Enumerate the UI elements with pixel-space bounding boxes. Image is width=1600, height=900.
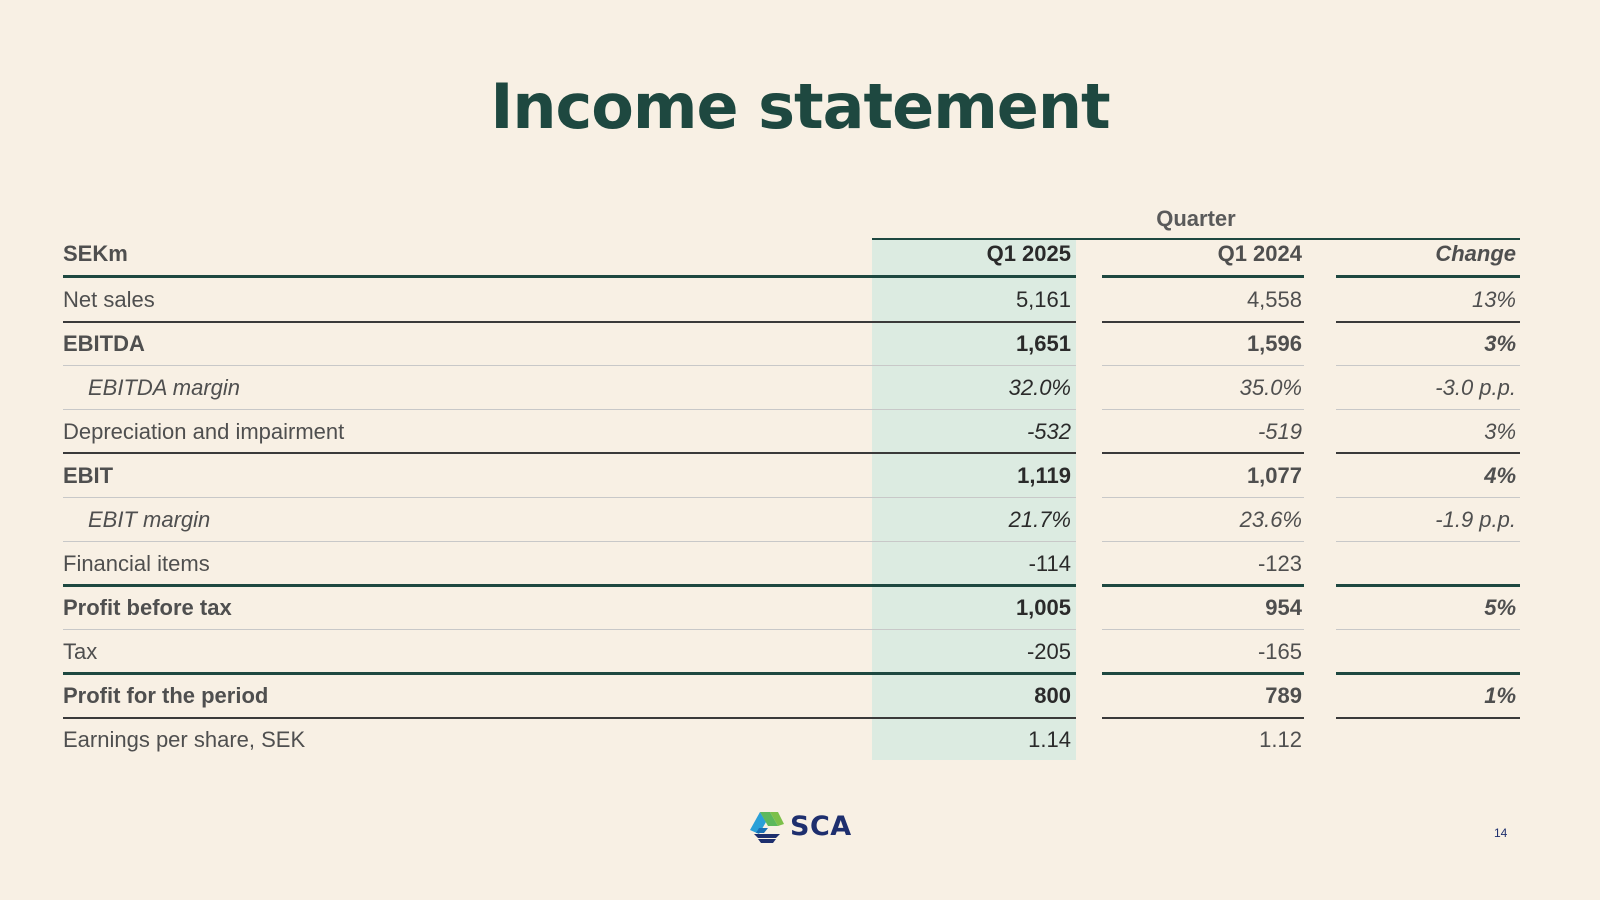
row-label: EBITDA — [63, 331, 145, 356]
cell-q1-2024: -165 — [1257, 639, 1302, 664]
rule-row — [63, 321, 1076, 323]
rule-row — [63, 409, 1076, 410]
cell-change: 1% — [1484, 683, 1516, 708]
table-row-tax — [63, 630, 1520, 674]
cell-q1-2025: 800 — [1034, 683, 1071, 708]
rule-row — [1336, 452, 1520, 454]
rule-row — [1102, 629, 1304, 630]
column-header-label: SEKm — [63, 241, 128, 266]
rule-row — [63, 717, 1076, 719]
cell-q1-2025: -114 — [1028, 551, 1071, 576]
column-header-change: Change — [1435, 241, 1516, 266]
table-row-ebit-margin — [63, 498, 1520, 542]
rule-subtotal — [1336, 672, 1520, 675]
table-row-depreciation — [63, 410, 1520, 454]
cell-q1-2024: 4,558 — [1246, 287, 1302, 312]
cell-q1-2025: 1,651 — [1015, 331, 1071, 356]
sca-logo — [748, 808, 852, 844]
rule-row — [1336, 629, 1520, 630]
cell-change: 5% — [1484, 595, 1516, 620]
cell-change — [1336, 718, 1516, 762]
cell-q1-2025: 1,119 — [1017, 463, 1071, 488]
row-label: Earnings per share, SEK — [63, 727, 306, 752]
rule-row — [1102, 409, 1304, 410]
rule-row — [1336, 321, 1520, 323]
cell-q1-2024: -519 — [1257, 419, 1302, 444]
rule-subtotal — [1336, 584, 1520, 587]
rule-row — [1336, 541, 1520, 542]
row-label: EBIT — [63, 463, 114, 488]
rule-row — [1336, 717, 1520, 719]
cell-q1-2025: -532 — [1026, 419, 1071, 444]
rule-row — [63, 452, 1076, 454]
table-row-net-sales — [63, 278, 1520, 322]
cell-q1-2024: 23.6% — [1239, 507, 1302, 532]
cell-change — [1336, 542, 1516, 586]
cell-change: -3.0 p.p. — [1435, 375, 1516, 400]
row-label: Financial items — [63, 551, 210, 576]
table-header-row — [63, 232, 1520, 276]
rule-subtotal — [1102, 672, 1304, 675]
cell-q1-2025: 1,005 — [1015, 595, 1071, 620]
sca-logo-text: SCA — [790, 810, 852, 842]
row-label: Depreciation and impairment — [63, 419, 345, 444]
rule-header — [63, 275, 1076, 278]
row-label: EBITDA margin — [88, 375, 241, 400]
cell-q1-2024: -123 — [1257, 551, 1302, 576]
cell-q1-2025: 32.0% — [1008, 375, 1071, 400]
row-label: Profit before tax — [63, 595, 232, 620]
rule-row — [1102, 541, 1304, 542]
cell-q1-2024: 1,077 — [1246, 463, 1302, 488]
rule-row — [1102, 365, 1304, 366]
cell-change — [1336, 630, 1516, 674]
table-row-financial-items — [63, 542, 1520, 586]
rule-row — [63, 365, 1076, 366]
rule-row — [1102, 452, 1304, 454]
column-header-q1-2025: Q1 2025 — [986, 241, 1071, 266]
rule-subtotal — [63, 584, 1076, 587]
table-row-profit-before-tax — [63, 586, 1520, 630]
cell-q1-2025: -205 — [1026, 639, 1071, 664]
cell-change: 4% — [1484, 463, 1516, 488]
rule-row — [1336, 409, 1520, 410]
table-row-ebit — [63, 454, 1520, 498]
page-title: Income statement — [490, 70, 1110, 143]
row-label: Net sales — [63, 287, 155, 312]
rule-row — [1102, 717, 1304, 719]
rule-header — [1102, 275, 1304, 278]
cell-q1-2024: 1.12 — [1259, 727, 1302, 752]
rule-row — [63, 497, 1076, 498]
rule-row — [63, 541, 1076, 542]
group-header-quarter: Quarter — [1156, 206, 1236, 231]
page-number: 14 — [1494, 826, 1508, 840]
rule-row — [1102, 497, 1304, 498]
cell-change: 3% — [1484, 331, 1516, 356]
column-header-q1-2024: Q1 2024 — [1217, 241, 1302, 266]
rule-row — [1336, 365, 1520, 366]
table-row-profit-for-period — [63, 674, 1520, 718]
rule-header — [1336, 275, 1520, 278]
cell-change: 3% — [1484, 419, 1516, 444]
rule-subtotal — [1102, 584, 1304, 587]
rule-row — [1102, 321, 1304, 323]
table-row-eps — [63, 718, 1520, 762]
cell-q1-2025: 5,161 — [1015, 287, 1071, 312]
cell-q1-2024: 954 — [1265, 595, 1302, 620]
cell-change: -1.9 p.p. — [1435, 507, 1516, 532]
cell-q1-2024: 35.0% — [1239, 375, 1302, 400]
cell-change: 13% — [1471, 287, 1516, 312]
cell-q1-2024: 789 — [1265, 683, 1302, 708]
sca-logo-mark-icon — [748, 808, 786, 844]
table-row-ebitda-margin — [63, 366, 1520, 410]
row-label: Profit for the period — [63, 683, 269, 708]
rule-row — [63, 629, 1076, 630]
row-label: Tax — [63, 639, 98, 664]
cell-q1-2025: 1.14 — [1028, 727, 1071, 752]
cell-q1-2025: 21.7% — [1008, 507, 1071, 532]
row-label: EBIT margin — [88, 507, 211, 532]
rule-subtotal — [63, 672, 1076, 675]
cell-q1-2024: 1,596 — [1246, 331, 1302, 356]
rule-row — [1336, 497, 1520, 498]
table-row-ebitda — [63, 322, 1520, 366]
